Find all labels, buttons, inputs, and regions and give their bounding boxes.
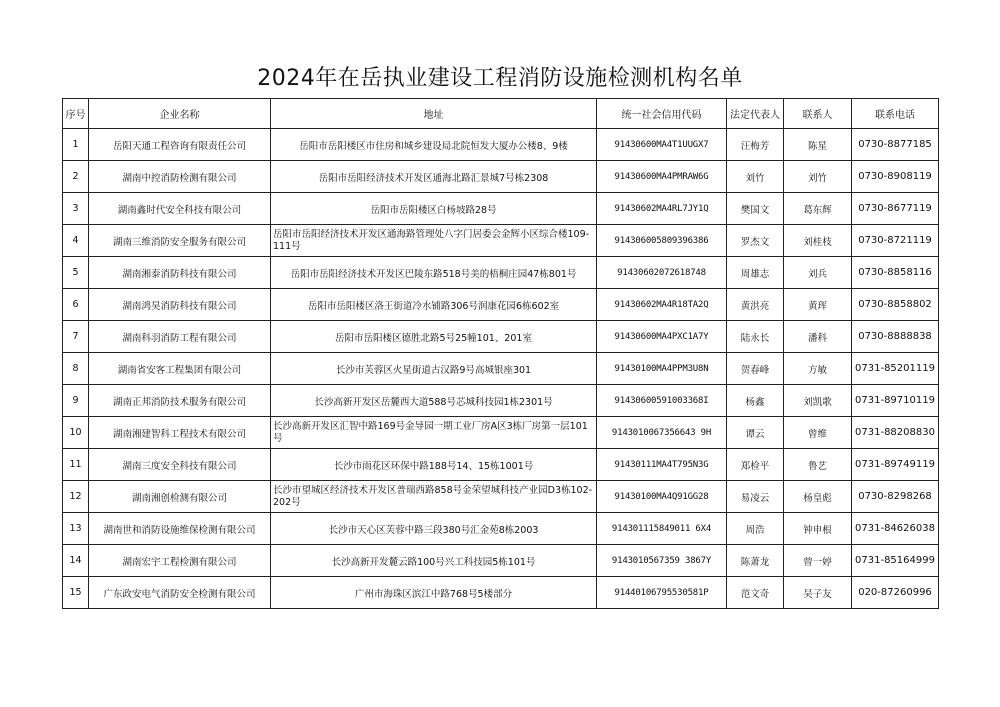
cell-phone: 0730-8677119 [852,193,939,225]
cell-credit-code: 91440106795530581P [597,577,727,609]
cell-legal-rep: 樊国文 [727,193,784,225]
cell-credit-code: 91430602MA4RL7JY1Q [597,193,727,225]
cell-legal-rep: 刘竹 [727,161,784,193]
cell-contact: 黄珲 [784,289,852,321]
table-header [63,99,939,129]
cell-index: 8 [63,353,89,385]
cell-legal-rep: 周雄志 [727,257,784,289]
cell-company-name: 湖南科羽消防工程有限公司 [89,321,271,353]
table-row [63,289,939,321]
cell-phone: 0730-8888838 [852,321,939,353]
cell-address: 广州市海珠区滨江中路768号5楼部分 [271,577,597,609]
header-address: 地址 [271,99,597,129]
header-company-name: 企业名称 [89,99,271,129]
cell-credit-code: 91430602072618748 [597,257,727,289]
cell-index: 10 [63,417,89,449]
cell-address: 岳阳市岳阳经济技术开发区通海北路汇景城7号栋2308 [271,161,597,193]
cell-credit-code: 91430600MA4PMRAW6G [597,161,727,193]
table-row [63,513,939,545]
table-body [63,129,939,609]
cell-address: 长沙市雨花区环保中路188号14、15栋1001号 [271,449,597,481]
cell-credit-code: 91430602MA4R18TA2Q [597,289,727,321]
cell-index: 1 [63,129,89,161]
cell-contact: 刘凯歌 [784,385,852,417]
cell-company-name: 湖南鑫时代安全科技有限公司 [89,193,271,225]
cell-company-name: 湖南三度安全科技有限公司 [89,449,271,481]
cell-contact: 葛东辉 [784,193,852,225]
cell-contact: 曾维 [784,417,852,449]
cell-index: 13 [63,513,89,545]
cell-contact: 刘竹 [784,161,852,193]
cell-index: 6 [63,289,89,321]
cell-address: 长沙市望城区经济技术开发区普瑞西路858号金荣望城科技产业园D3栋102-202号 [271,481,597,513]
cell-address: 长沙市芙蓉区火星街道古汉路9号高城银座301 [271,353,597,385]
cell-company-name: 湖南湘创检测有限公司 [89,481,271,513]
table-row [63,481,939,513]
cell-phone: 0730-8858116 [852,257,939,289]
cell-phone: 0731-85201119 [852,353,939,385]
cell-company-name: 湖南中控消防检测有限公司 [89,161,271,193]
table-row [63,225,939,257]
cell-legal-rep: 陆永长 [727,321,784,353]
cell-contact: 曾一婷 [784,545,852,577]
cell-address: 岳阳市岳阳楼区德胜北路5号25幢101、201室 [271,321,597,353]
table-row [63,129,939,161]
cell-index: 12 [63,481,89,513]
cell-company-name: 湖南湘泰消防科技有限公司 [89,257,271,289]
cell-legal-rep: 陈萧龙 [727,545,784,577]
cell-credit-code: 91430600MA4T1UUGX7 [597,129,727,161]
cell-phone: 0730-8877185 [852,129,939,161]
cell-index: 2 [63,161,89,193]
document-title: 2024年在岳执业建设工程消防设施检测机构名单 [257,66,743,91]
cell-phone: 0731-84626038 [852,513,939,545]
cell-contact: 鲁艺 [784,449,852,481]
header-contact: 联系人 [784,99,852,129]
cell-contact: 陈星 [784,129,852,161]
cell-company-name: 湖南三维消防安全服务有限公司 [89,225,271,257]
cell-company-name: 广东政安电气消防安全检测有限公司 [89,577,271,609]
header-legal-rep: 法定代表人 [727,99,784,129]
cell-address: 岳阳市岳阳楼区洛王街道冷水铺路306号润康花园6栋602室 [271,289,597,321]
cell-legal-rep: 罗杰文 [727,225,784,257]
cell-company-name: 湖南鸿昊消防科技有限公司 [89,289,271,321]
cell-credit-code: 91430111MA4T795N3G [597,449,727,481]
cell-phone: 0731-89710119 [852,385,939,417]
table-row [63,385,939,417]
cell-contact: 潘科 [784,321,852,353]
cell-credit-code: 91430600MA4PXC1A7Y [597,321,727,353]
cell-company-name: 湖南正邦消防技术服务有限公司 [89,385,271,417]
cell-index: 11 [63,449,89,481]
cell-company-name: 湖南湘建智科工程技术有限公司 [89,417,271,449]
cell-contact: 方敏 [784,353,852,385]
cell-credit-code: 914306005809396386 [597,225,727,257]
cell-company-name: 湖南宏宇工程检测有限公司 [89,545,271,577]
cell-address: 长沙高新开发区汇智中路169号金导园一期工业厂房A区3栋厂房第一层101号 [271,417,597,449]
table-row [63,577,939,609]
cell-credit-code: 91430600591003368I [597,385,727,417]
table-row [63,545,939,577]
cell-address: 长沙高新开发麓云路100号兴工科技园5栋101号 [271,545,597,577]
cell-credit-code: 9143010567359 3867Y [597,545,727,577]
cell-address: 岳阳市岳阳楼区白杨坡路28号 [271,193,597,225]
cell-contact: 杨皇彪 [784,481,852,513]
cell-index: 3 [63,193,89,225]
cell-phone: 0730-8721119 [852,225,939,257]
cell-legal-rep: 贺春峰 [727,353,784,385]
cell-company-name: 岳阳天通工程咨询有限责任公司 [89,129,271,161]
cell-contact: 钟申根 [784,513,852,545]
cell-legal-rep: 谭云 [727,417,784,449]
cell-legal-rep: 范文奇 [727,577,784,609]
table-row [63,417,939,449]
cell-contact: 刘桂枝 [784,225,852,257]
cell-company-name: 湖南世和消防设施维保检测有限公司 [89,513,271,545]
cell-phone: 0730-8908119 [852,161,939,193]
cell-index: 5 [63,257,89,289]
cell-address: 岳阳市岳阳经济技术开发区巴陵东路518号美的梧桐庄园47栋801号 [271,257,597,289]
cell-phone: 0730-8858802 [852,289,939,321]
cell-contact: 吴子友 [784,577,852,609]
cell-phone: 0731-88208830 [852,417,939,449]
cell-address: 岳阳市岳阳楼区市住房和城乡建设局北院恒发大厦办公楼8、9楼 [271,129,597,161]
table-row [63,161,939,193]
cell-index: 14 [63,545,89,577]
cell-address: 岳阳市岳阳经济技术开发区通海路管理处八字门居委会金辉小区综合楼109-111号 [271,225,597,257]
table-row [63,353,939,385]
cell-legal-rep: 杨鑫 [727,385,784,417]
cell-contact: 刘兵 [784,257,852,289]
cell-legal-rep: 易凌云 [727,481,784,513]
cell-credit-code: 91430100MA4PPM3U8N [597,353,727,385]
cell-credit-code: 914301115849011 6X4 [597,513,727,545]
table-row [63,193,939,225]
header-credit-code: 统一社会信用代码 [597,99,727,129]
cell-index: 15 [63,577,89,609]
agency-roster-table [62,98,939,609]
header-index: 序号 [63,99,89,129]
cell-index: 7 [63,321,89,353]
cell-index: 4 [63,225,89,257]
cell-legal-rep: 黄洪亮 [727,289,784,321]
table-row [63,321,939,353]
cell-company-name: 湖南省安客工程集团有限公司 [89,353,271,385]
header-phone: 联系电话 [852,99,939,129]
cell-legal-rep: 周浩 [727,513,784,545]
table-row [63,257,939,289]
cell-phone: 0730-8298268 [852,481,939,513]
cell-phone: 020-87260996 [852,577,939,609]
cell-legal-rep: 汪梅芳 [727,129,784,161]
table-row [63,449,939,481]
cell-address: 长沙高新开发区岳麓西大道588号芯城科技园1栋2301号 [271,385,597,417]
header-row [63,99,939,129]
cell-legal-rep: 郑检平 [727,449,784,481]
cell-credit-code: 91430100MA4Q91GG28 [597,481,727,513]
cell-address: 长沙市天心区芙蓉中路三段380号汇金苑8栋2003 [271,513,597,545]
cell-index: 9 [63,385,89,417]
cell-phone: 0731-85164999 [852,545,939,577]
cell-credit-code: 9143010067356643 9H [597,417,727,449]
cell-phone: 0731-89749119 [852,449,939,481]
